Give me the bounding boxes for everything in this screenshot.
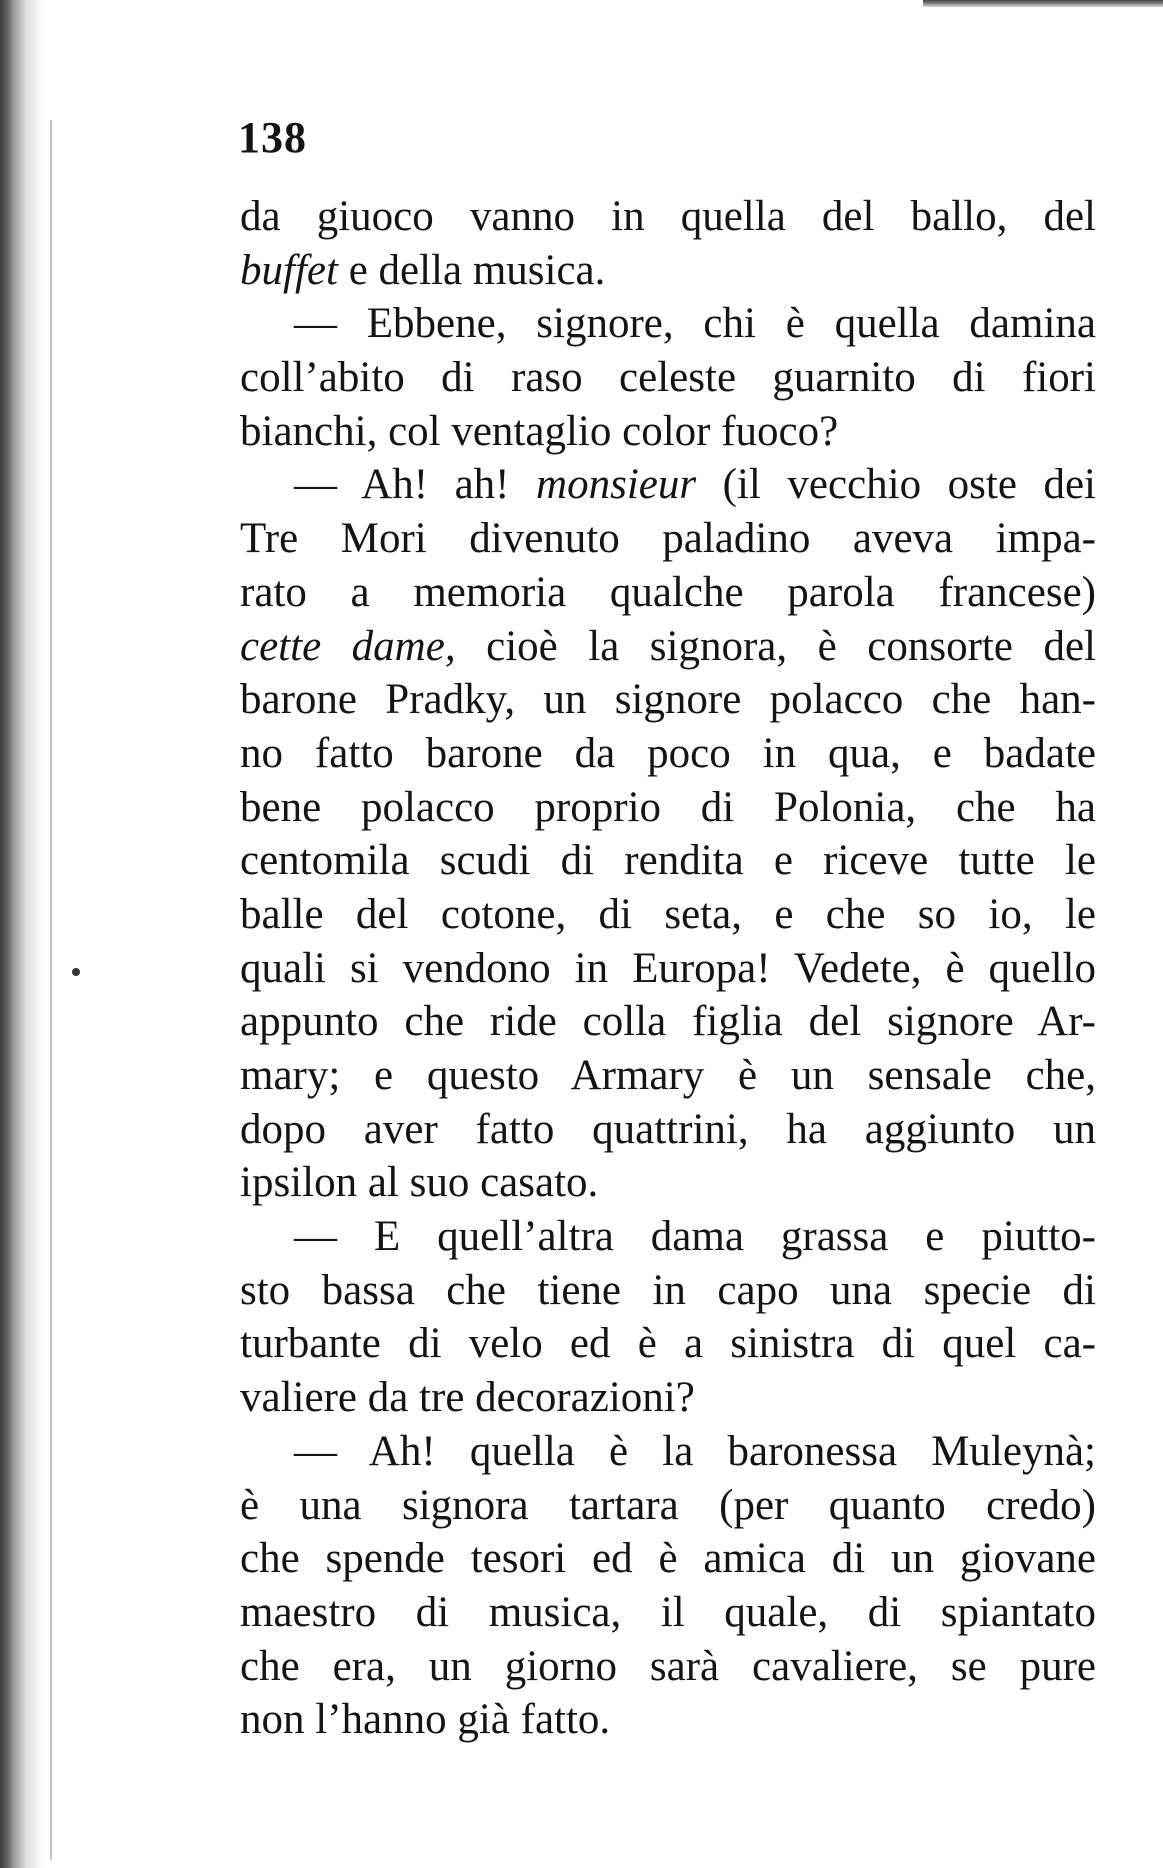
text-run: bianchi, col ventaglio color fuoco? bbox=[240, 407, 839, 455]
text-line bbox=[240, 458, 1096, 512]
text-run: Tre Mori divenuto paladino aveva impa- bbox=[240, 515, 1096, 563]
body-text bbox=[240, 190, 1096, 1747]
text-line bbox=[240, 1049, 1096, 1103]
text-line bbox=[240, 995, 1096, 1049]
text-line bbox=[240, 1103, 1096, 1157]
text-line bbox=[240, 1640, 1096, 1694]
text-line bbox=[240, 673, 1096, 727]
text-run: coll’abito di raso celeste guarnito di fiori bbox=[240, 354, 1096, 402]
text-run: rato a memoria qualche parola francese) bbox=[240, 568, 1096, 616]
text-line bbox=[240, 1156, 1096, 1210]
text-line bbox=[240, 888, 1096, 942]
text-run: — Ebbene, signore, chi è quella damina bbox=[294, 300, 1096, 348]
text-run: mary; e questo Armary è un sensale che, bbox=[240, 1052, 1096, 1099]
text-run: valiere da tre decorazioni? bbox=[240, 1374, 695, 1422]
text-run: ipsilon al suo casato. bbox=[240, 1159, 599, 1207]
text-run: no fatto barone da poco in qua, e badate bbox=[240, 729, 1096, 777]
page-number: 138 bbox=[238, 113, 307, 162]
text-run: barone Pradky, un signore polacco che han- bbox=[240, 676, 1096, 724]
text-run: — Ah! quella è la baronessa Muleynà; bbox=[294, 1427, 1096, 1475]
text-run: è una signora tartara (per quanto credo) bbox=[240, 1481, 1096, 1529]
text-run: centomila scudi di rendita e riceve tutte le bbox=[240, 837, 1096, 885]
italic-text: cette dame, bbox=[240, 622, 456, 670]
text-run: turbante di velo ed è a sinistra di quel ca- bbox=[240, 1320, 1096, 1368]
text-line bbox=[240, 727, 1096, 781]
text-line bbox=[240, 297, 1096, 351]
text-line bbox=[240, 566, 1096, 620]
text-line bbox=[240, 620, 1096, 674]
text-line bbox=[240, 405, 1096, 459]
text-run: appunto che ride colla figlia del signore Ar- bbox=[240, 998, 1096, 1046]
text-run: maestro di musica, il quale, di spiantato bbox=[240, 1588, 1096, 1636]
text-run: cioè la signora, è consorte del bbox=[455, 622, 1096, 670]
text-line bbox=[240, 1586, 1096, 1640]
text-line bbox=[240, 1532, 1096, 1586]
text-line bbox=[240, 942, 1096, 996]
text-run: non l’hanno già fatto. bbox=[240, 1696, 611, 1744]
text-run: quali si vendono in Europa! Vedete, è quello bbox=[240, 944, 1096, 992]
text-run: dopo aver fatto quattrini, ha aggiunto un bbox=[240, 1105, 1096, 1153]
italic-text: monsieur bbox=[536, 461, 697, 509]
text-run: — E quell’altra dama grassa e piutto- bbox=[294, 1213, 1096, 1261]
text-line bbox=[240, 244, 1096, 298]
text-line bbox=[240, 190, 1096, 244]
text-line bbox=[240, 1210, 1096, 1264]
text-run: (il vecchio oste dei bbox=[696, 461, 1097, 509]
text-line bbox=[240, 834, 1096, 888]
text-line bbox=[240, 1479, 1096, 1533]
text-line bbox=[240, 351, 1096, 405]
text-run: bene polacco proprio di Polonia, che ha bbox=[240, 783, 1096, 831]
gutter-line bbox=[50, 120, 52, 1860]
text-line bbox=[240, 1425, 1096, 1479]
text-run: — Ah! ah! bbox=[294, 461, 537, 509]
text-run: che era, un giorno sarà cavaliere, se pure bbox=[240, 1642, 1096, 1690]
text-line bbox=[240, 1317, 1096, 1371]
text-run: da giuoco vanno in quella del ballo, del bbox=[240, 193, 1096, 240]
ink-speck bbox=[72, 968, 80, 976]
text-run: balle del cotone, di seta, e che so io, le bbox=[240, 890, 1096, 938]
text-line bbox=[240, 512, 1096, 566]
text-run: sto bassa che tiene in capo una specie di bbox=[240, 1266, 1096, 1314]
book-spine-shadow bbox=[0, 0, 46, 1868]
top-edge-rule bbox=[923, 0, 1163, 7]
italic-text: buffet bbox=[240, 246, 338, 294]
text-line bbox=[240, 1371, 1096, 1425]
text-line bbox=[240, 781, 1096, 835]
text-line bbox=[240, 1693, 1096, 1747]
text-run: che spende tesori ed è amica di un giovane bbox=[240, 1535, 1096, 1583]
text-line bbox=[240, 1264, 1096, 1318]
text-run: e della musica. bbox=[337, 246, 606, 294]
